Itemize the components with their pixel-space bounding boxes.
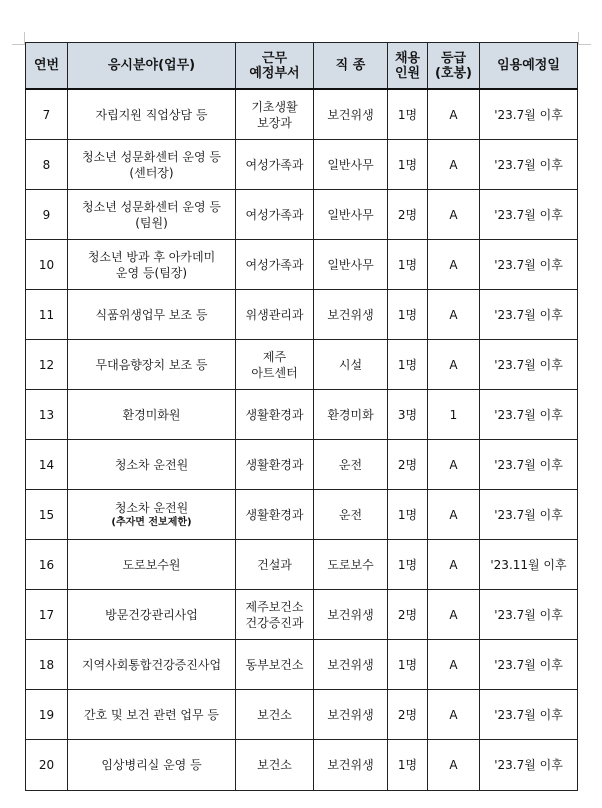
cell-dept-text: 보건소 (257, 707, 292, 722)
cell-dept (236, 390, 314, 440)
cell-no-text: 19 (38, 707, 55, 722)
cell-job-type-text: 환경미화 (327, 407, 374, 422)
cell-no-text: 14 (38, 457, 55, 472)
cell-grade (428, 340, 480, 390)
table-row (26, 390, 578, 440)
cell-dept-text: 제주 아트센터 (251, 349, 298, 380)
cell-grade (428, 540, 480, 590)
cell-start-date-text: '23.7월 이후 (494, 507, 563, 522)
cell-dept (236, 440, 314, 490)
cell-dept-text: 동부보건소 (245, 657, 304, 672)
header-grade (428, 43, 480, 90)
cell-no-text: 11 (38, 307, 55, 322)
cell-grade-text: A (449, 357, 458, 372)
cell-start-date (480, 690, 578, 740)
cell-field-text: 지역사회통합건강증진사업 (81, 657, 222, 672)
header-job-type: 직 종 (314, 43, 388, 90)
cell-no (26, 540, 68, 590)
cell-grade-text: A (449, 758, 458, 772)
table-row (26, 440, 578, 490)
cell-start-date (480, 240, 578, 290)
cell-field (68, 290, 236, 340)
table-header-row (26, 43, 578, 90)
cell-count-text: 1명 (397, 357, 418, 372)
cell-field (68, 340, 236, 390)
cell-job-type (314, 390, 388, 440)
cell-job-type-text: 보건위생 (327, 657, 374, 672)
cell-no-text: 7 (42, 107, 51, 122)
cell-field (68, 89, 236, 140)
cell-job-type-text: 보건위생 (327, 607, 374, 622)
cell-no (26, 690, 68, 740)
cell-count (388, 89, 428, 140)
cell-no-text: 17 (38, 607, 55, 622)
cell-dept-text: 생활환경과 (245, 457, 304, 472)
cell-field (68, 590, 236, 640)
header-field: 응시분야(업무) (68, 43, 236, 90)
cell-grade (428, 690, 480, 740)
header-start-date: 임용예정일 (480, 43, 578, 90)
cell-grade (428, 190, 480, 240)
cell-job-type (314, 240, 388, 290)
header-count (388, 43, 428, 90)
cell-job-type (314, 440, 388, 490)
cell-field (68, 690, 236, 740)
cell-start-date-text: '23.7월 이후 (494, 407, 563, 422)
cell-count (388, 640, 428, 690)
cell-count-text: 2명 (397, 707, 418, 722)
cell-start-date (480, 89, 578, 140)
cell-field (68, 490, 236, 540)
cell-field-text: 도로보수원 (122, 557, 181, 572)
cell-start-date (480, 640, 578, 690)
table-row (26, 89, 578, 140)
cell-dept-text: 여성가족과 (245, 257, 304, 272)
cell-field-text: 임상병리실 운영 등 (101, 758, 202, 772)
cell-job-type-text: 시설 (338, 357, 363, 372)
cell-grade-text: A (449, 207, 458, 222)
table-row (26, 740, 578, 791)
cell-field (68, 140, 236, 190)
cell-job-type (314, 340, 388, 390)
cell-field (68, 640, 236, 690)
table-row (26, 490, 578, 540)
cell-count-text: 1명 (397, 758, 418, 772)
header-count-line2: 인원 (394, 65, 421, 81)
cell-dept (236, 190, 314, 240)
cell-no-text: 20 (38, 758, 55, 772)
cell-count (388, 340, 428, 390)
cell-count-text: 1명 (397, 507, 418, 522)
cell-no-text: 18 (38, 657, 55, 672)
cell-dept (236, 240, 314, 290)
cell-field-text: 식품위생업무 보조 등 (95, 307, 208, 322)
cell-dept (236, 640, 314, 690)
cell-job-type-text: 일반사무 (327, 257, 374, 272)
cell-grade (428, 89, 480, 140)
table-row (26, 340, 578, 390)
cell-field-text: 자립지원 직업상담 등 (95, 107, 208, 122)
cell-no (26, 240, 68, 290)
cell-dept (236, 290, 314, 340)
cell-dept-text: 제주보건소 건강증진과 (245, 599, 304, 630)
header-grade-line2: (호봉) (435, 65, 472, 81)
cell-field-text: 청소차 운전원 (114, 500, 189, 515)
cell-job-type-text: 일반사무 (327, 157, 374, 172)
cell-start-date-text: '23.7월 이후 (494, 157, 563, 172)
cell-job-type-text: 보건위생 (327, 707, 374, 722)
cell-grade (428, 140, 480, 190)
cell-job-type (314, 590, 388, 640)
cell-field (68, 190, 236, 240)
cell-start-date (480, 490, 578, 540)
cell-job-type (314, 89, 388, 140)
cell-dept (236, 690, 314, 740)
header-grade-line1: 등급 (440, 50, 467, 66)
cell-count-text: 1명 (397, 107, 418, 122)
cell-count (388, 140, 428, 190)
table-row (26, 640, 578, 690)
cell-dept (236, 740, 314, 791)
cell-count-text: 3명 (397, 407, 418, 422)
cell-count (388, 590, 428, 640)
cell-job-type-text: 일반사무 (327, 207, 374, 222)
cell-no-text: 9 (42, 207, 51, 222)
cell-dept-text: 위생관리과 (245, 307, 304, 322)
cell-field-text: 간호 및 보건 관련 업무 등 (84, 707, 219, 722)
table-body (26, 89, 578, 791)
cell-field (68, 390, 236, 440)
cell-count (388, 440, 428, 490)
cell-start-date (480, 140, 578, 190)
cell-no-text: 13 (38, 407, 55, 422)
cell-no (26, 340, 68, 390)
cell-count-text: 1명 (397, 307, 418, 322)
cell-job-type (314, 690, 388, 740)
cell-grade (428, 640, 480, 690)
cell-grade-text: A (449, 507, 458, 522)
header-dept-line2: 예정부서 (249, 65, 300, 81)
cell-no (26, 290, 68, 340)
header-count-line1: 채용 (394, 50, 421, 66)
cell-count (388, 740, 428, 791)
cell-grade (428, 390, 480, 440)
cell-grade-text: A (449, 607, 458, 622)
cell-start-date (480, 390, 578, 440)
cell-count-text: 2명 (397, 607, 418, 622)
cell-dept-text: 건설과 (257, 557, 292, 572)
table-row (26, 540, 578, 590)
cell-job-type (314, 190, 388, 240)
cell-field-text: 청소년 성문화센터 운영 등 (팀원) (82, 199, 221, 230)
cell-start-date (480, 590, 578, 640)
cell-grade-text: A (449, 457, 458, 472)
cell-count-text: 2명 (397, 207, 418, 222)
table-row (26, 190, 578, 240)
cell-job-type (314, 540, 388, 590)
cell-job-type-text: 보건위생 (327, 758, 374, 772)
cell-grade (428, 290, 480, 340)
table-row (26, 690, 578, 740)
cell-grade-text: A (449, 657, 458, 672)
cell-job-type-text: 운전 (338, 507, 363, 522)
cell-no-text: 15 (38, 507, 55, 522)
cell-field-note: (추자면 전보제한) (111, 516, 192, 528)
cell-dept (236, 140, 314, 190)
cell-dept-text: 여성가족과 (245, 207, 304, 222)
cell-start-date (480, 190, 578, 240)
cell-count (388, 540, 428, 590)
cell-grade (428, 740, 480, 791)
cell-start-date-text: '23.11월 이후 (490, 557, 567, 572)
cell-job-type-text: 보건위생 (327, 307, 374, 322)
cell-start-date-text: '23.7월 이후 (494, 758, 563, 772)
cell-job-type (314, 640, 388, 690)
cell-field-text: 환경미화원 (122, 407, 181, 422)
cell-no-text: 10 (38, 257, 55, 272)
cell-count (388, 240, 428, 290)
cell-count (388, 490, 428, 540)
cell-grade-text: A (449, 707, 458, 722)
cell-field (68, 540, 236, 590)
table-row (26, 290, 578, 340)
header-no: 연번 (26, 43, 68, 90)
cell-field-text: 무대음향장치 보조 등 (95, 357, 208, 372)
table-row (26, 590, 578, 640)
cell-dept (236, 89, 314, 140)
cell-job-type-text: 도로보수 (327, 557, 374, 572)
cell-field-text: 청소차 운전원 (114, 457, 189, 472)
cell-count-text: 1명 (397, 557, 418, 572)
cell-count-text: 2명 (397, 457, 418, 472)
cell-dept-text: 생활환경과 (245, 507, 304, 522)
cell-dept-text: 여성가족과 (245, 157, 304, 172)
cell-start-date-text: '23.7월 이후 (494, 257, 563, 272)
cell-job-type (314, 490, 388, 540)
page-corner-mark-left (12, 32, 25, 45)
cell-no (26, 490, 68, 540)
cell-field (68, 240, 236, 290)
cell-no-text: 8 (42, 157, 51, 172)
cell-no-text: 12 (38, 357, 55, 372)
cell-dept (236, 490, 314, 540)
cell-grade-text: A (449, 157, 458, 172)
cell-grade (428, 490, 480, 540)
cell-no (26, 740, 68, 791)
cell-field-text: 청소년 방과 후 아카데미 운영 등(팀장) (87, 249, 216, 280)
cell-grade-text: 1 (449, 407, 458, 422)
cell-job-type-text: 보건위생 (327, 107, 374, 122)
cell-no (26, 89, 68, 140)
cell-field (68, 440, 236, 490)
cell-job-type (314, 740, 388, 791)
cell-count-text: 1명 (397, 657, 418, 672)
cell-job-type (314, 290, 388, 340)
cell-grade-text: A (449, 107, 458, 122)
cell-count (388, 290, 428, 340)
cell-start-date-text: '23.7월 이후 (494, 607, 563, 622)
cell-job-type (314, 140, 388, 190)
cell-start-date (480, 440, 578, 490)
cell-job-type-text: 운전 (338, 457, 363, 472)
cell-grade-text: A (449, 557, 458, 572)
cell-start-date-text: '23.7월 이후 (494, 657, 563, 672)
cell-grade (428, 590, 480, 640)
cell-start-date-text: '23.7월 이후 (494, 357, 563, 372)
cell-dept (236, 540, 314, 590)
cell-start-date-text: '23.7월 이후 (494, 707, 563, 722)
cell-no (26, 390, 68, 440)
table-row (26, 140, 578, 190)
cell-field (68, 740, 236, 791)
cell-no (26, 590, 68, 640)
cell-start-date-text: '23.7월 이후 (494, 457, 563, 472)
cell-start-date (480, 340, 578, 390)
cell-dept (236, 340, 314, 390)
cell-dept (236, 590, 314, 640)
cell-start-date (480, 540, 578, 590)
cell-no (26, 640, 68, 690)
cell-dept-text: 생활환경과 (245, 407, 304, 422)
cell-grade (428, 240, 480, 290)
recruitment-table (25, 42, 578, 791)
cell-no (26, 440, 68, 490)
cell-start-date-text: '23.7월 이후 (494, 207, 563, 222)
cell-grade-text: A (449, 257, 458, 272)
page-corner-mark-right (578, 32, 591, 45)
cell-grade (428, 440, 480, 490)
cell-count (388, 390, 428, 440)
cell-no (26, 140, 68, 190)
cell-start-date (480, 740, 578, 791)
cell-start-date (480, 290, 578, 340)
cell-no-text: 16 (38, 557, 55, 572)
table-row (26, 240, 578, 290)
cell-count-text: 1명 (397, 257, 418, 272)
header-dept-line1: 근무 (261, 50, 288, 66)
cell-dept-text: 보건소 (257, 758, 292, 772)
cell-count-text: 1명 (397, 157, 418, 172)
cell-start-date-text: '23.7월 이후 (494, 107, 563, 122)
cell-count (388, 690, 428, 740)
cell-grade-text: A (449, 307, 458, 322)
cell-count (388, 190, 428, 240)
cell-field-text: 청소년 성문화센터 운영 등 (센터장) (82, 149, 221, 180)
cell-field-text: 방문건강관리사업 (105, 607, 198, 622)
cell-dept-text: 기초생활 보장과 (251, 99, 298, 130)
cell-start-date-text: '23.7월 이후 (494, 307, 563, 322)
cell-no (26, 190, 68, 240)
header-dept (236, 43, 314, 90)
